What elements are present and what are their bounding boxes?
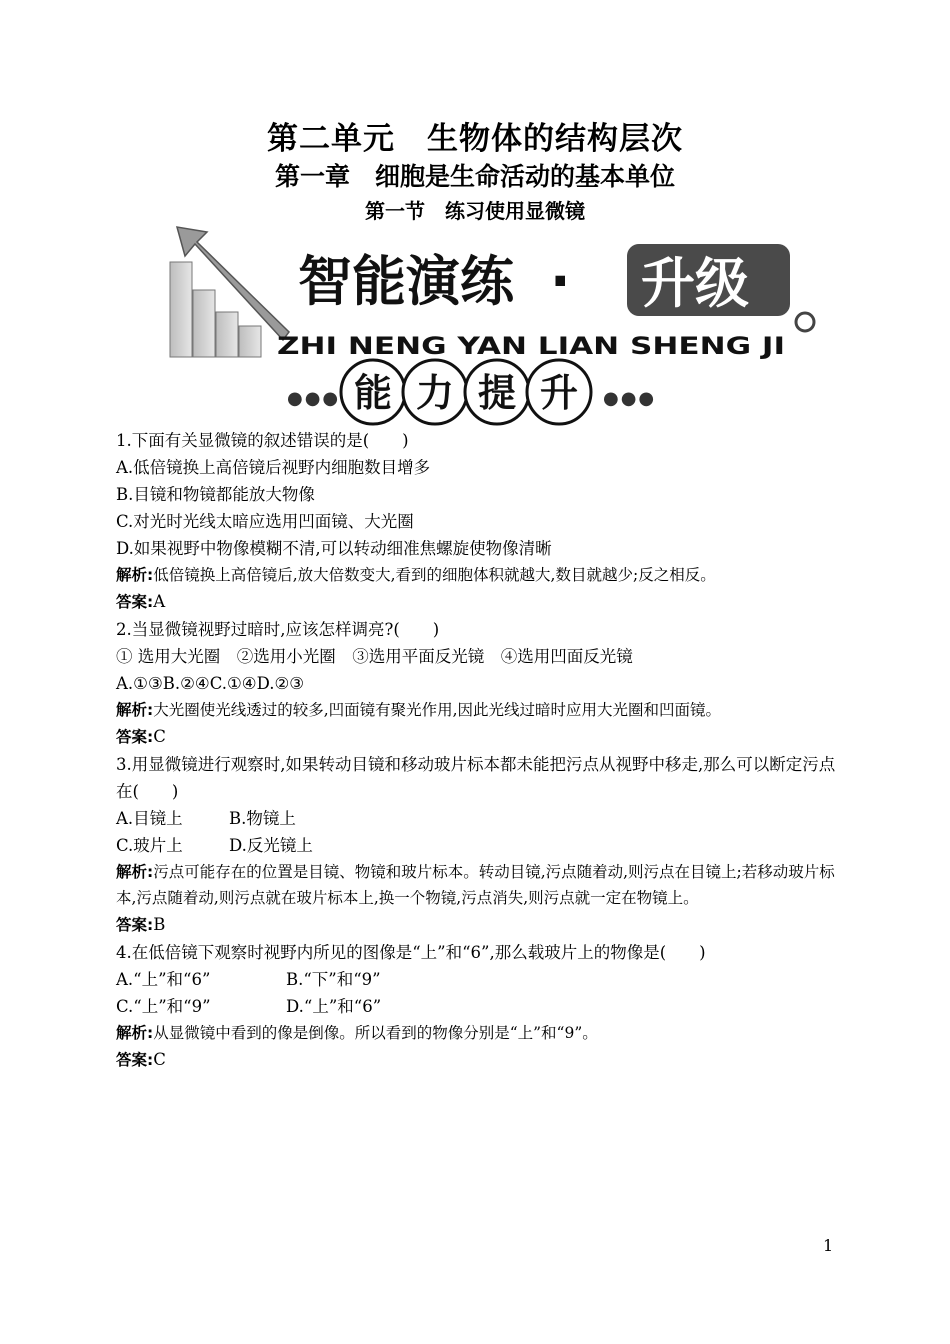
option: A.“上”和“6”	[116, 970, 211, 989]
question-3	[116, 751, 836, 939]
answer-label: 答案:	[116, 593, 154, 611]
char-3: 提	[477, 371, 517, 415]
chapter-title: 第一章 细胞是生命活动的基本单位	[274, 162, 675, 191]
answer	[116, 588, 836, 616]
analysis	[116, 562, 836, 588]
unit-title: 第二单元 生物体的结构层次	[267, 121, 683, 157]
analysis-text: 大光圈使光线透过的较多,凹面镜有聚光作用,因此光线过暗时应用大光圈和凹面镜。	[153, 701, 722, 719]
question-2	[116, 616, 836, 751]
question-1	[116, 427, 836, 616]
practice-banner	[165, 222, 825, 437]
analysis-text: 从显微镜中看到的像是倒像。所以看到的物像分别是“上”和“9”。	[153, 1024, 598, 1042]
ring-icon	[796, 313, 814, 331]
statements: ① 选用大光圈 ②选用小光圈 ③选用平面反光镜 ④选用凹面反光镜	[116, 647, 633, 666]
answer	[116, 1046, 836, 1074]
answer-value: C	[153, 1050, 166, 1069]
option-row	[116, 993, 836, 1020]
char-1: 能	[353, 371, 393, 415]
option: A.目镜上	[116, 809, 183, 828]
banner-dot: ·	[550, 250, 571, 313]
ability-chars	[341, 360, 591, 424]
answer-value: B	[153, 915, 166, 934]
option: C.玻片上	[116, 836, 183, 855]
option: B.“下”和“9”	[286, 970, 381, 989]
option: A.低倍镜换上高倍镜后视野内细胞数目增多	[116, 458, 431, 477]
analysis	[116, 1020, 836, 1046]
option: D.反光镜上	[229, 836, 313, 855]
analysis	[116, 697, 836, 723]
banner-dots-right: ●●●	[603, 388, 657, 409]
question-stem: 3.用显微镜进行观察时,如果转动目镜和移动玻片标本都未能把污点从视野中移走,那么可以断定污点在( )	[116, 755, 836, 801]
option-row	[116, 805, 836, 832]
analysis-label: 解析:	[116, 1024, 154, 1042]
analysis-text: 低倍镜换上高倍镜后,放大倍数变大,看到的细胞体积就越大,数目就越少;反之相反。	[153, 566, 716, 584]
question-stem: 2.当显微镜视野过暗时,应该怎样调亮?( )	[116, 620, 440, 639]
question-4	[116, 939, 836, 1074]
option-row	[116, 832, 836, 859]
option-row	[116, 966, 836, 993]
analysis-label: 解析:	[116, 566, 154, 584]
section-title: 第一节 练习使用显微镜	[365, 199, 585, 223]
banner-highlight-text: 升级	[641, 252, 749, 315]
option: B.目镜和物镜都能放大物像	[116, 485, 315, 504]
option: D.如果视野中物像模糊不清,可以转动细准焦螺旋使物像清晰	[116, 539, 552, 558]
question-stem: 4.在低倍镜下观察时视野内所见的图像是“上”和“6”,那么载玻片上的物像是( )	[116, 943, 706, 962]
question-stem: 1.下面有关显微镜的叙述错误的是( )	[116, 431, 409, 450]
banner-dots-left: ●●●	[287, 388, 341, 409]
page-number: 1	[823, 1236, 834, 1255]
char-2: 力	[415, 371, 455, 415]
answer-label: 答案:	[116, 1051, 154, 1069]
option: B.物镜上	[229, 809, 296, 828]
option: C.对光时光线太暗应选用凹面镜、大光圈	[116, 512, 414, 531]
banner-pinyin: ZHI NENG YAN LIAN SHENG JI	[277, 332, 785, 360]
rising-bars-icon	[170, 227, 289, 357]
analysis	[116, 859, 836, 911]
option: C.“上”和“9”	[116, 997, 211, 1016]
answer	[116, 911, 836, 939]
question-list	[116, 427, 836, 1074]
answer-label: 答案:	[116, 728, 154, 746]
analysis-label: 解析:	[116, 701, 154, 719]
answer-value: A	[153, 592, 166, 611]
option: D.“上”和“6”	[286, 997, 382, 1016]
char-4: 升	[539, 371, 579, 415]
answer-value: C	[153, 727, 166, 746]
analysis-label: 解析:	[116, 863, 154, 881]
analysis-text: 污点可能存在的位置是目镜、物镜和玻片标本。转动目镜,污点随着动,则污点在目镜上;若移动玻片标本,污点随着动,则污点就在玻片标本上,换一个物镜,污点消失,则污点就一定在物镜上。	[116, 863, 835, 907]
answer	[116, 723, 836, 751]
options-line: A.①③B.②④C.①④D.②③	[116, 674, 305, 693]
banner-main-text: 智能演练	[298, 250, 514, 313]
answer-label: 答案:	[116, 916, 154, 934]
